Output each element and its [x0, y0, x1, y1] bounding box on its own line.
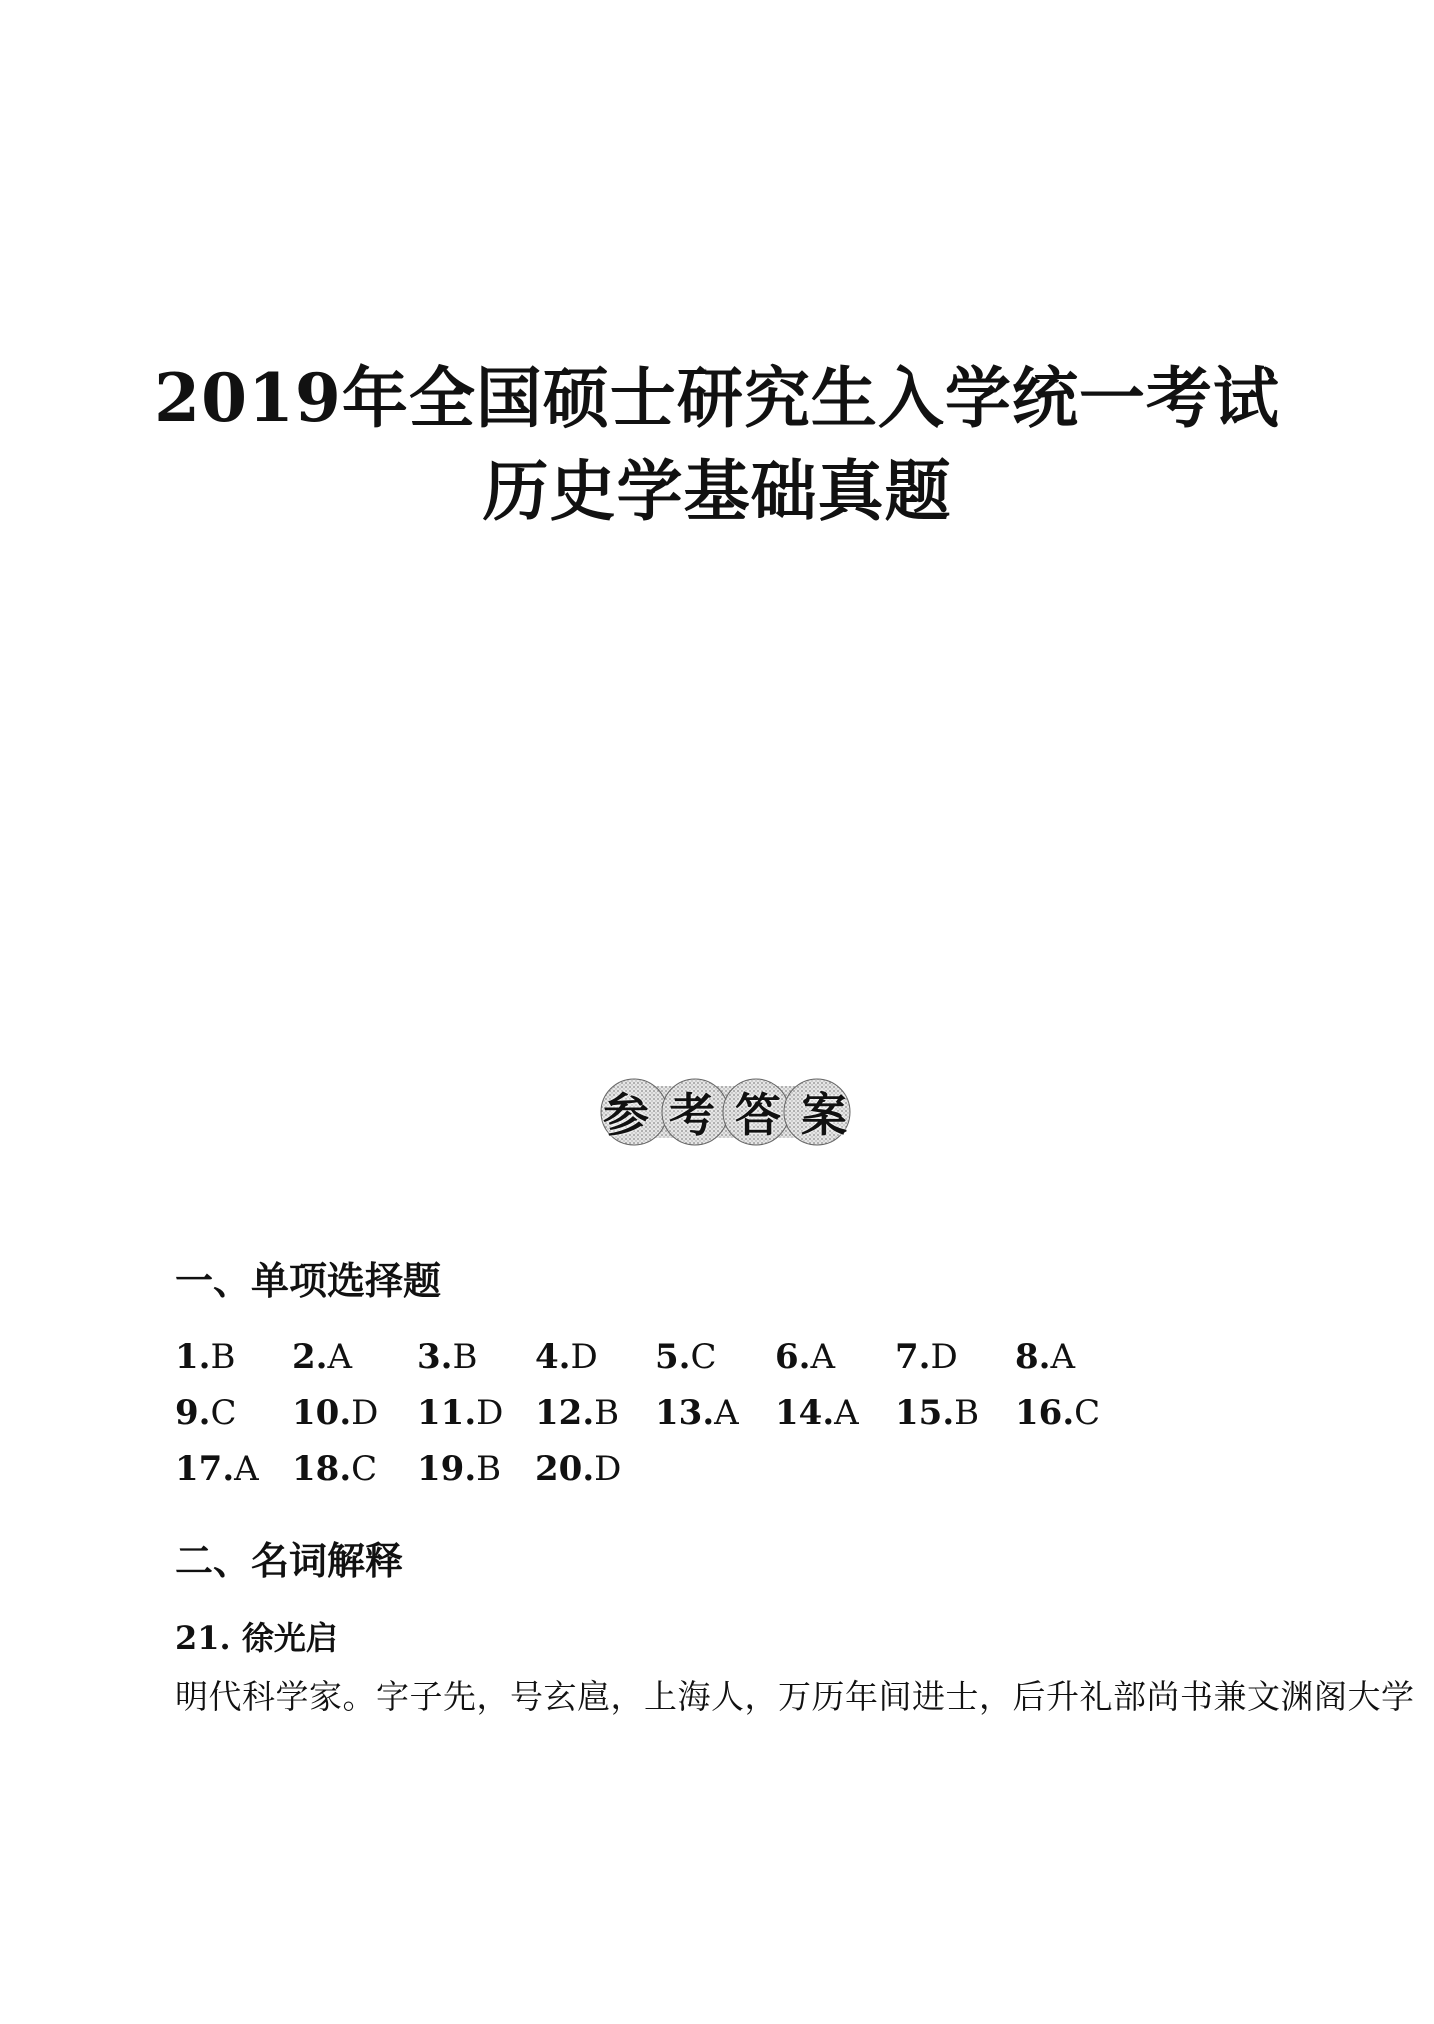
mcq-item	[655, 1337, 717, 1377]
mcq-answer: D	[594, 1449, 622, 1489]
mcq-item	[417, 1393, 504, 1433]
mcq-answer: A	[1050, 1337, 1076, 1377]
mcq-item	[1015, 1393, 1101, 1433]
mcq-number: 5.	[655, 1337, 691, 1377]
section-heading-terms: 二、名词解释	[175, 1538, 404, 1583]
mcq-number: 18.	[292, 1449, 352, 1489]
mcq-answer: B	[594, 1393, 620, 1433]
banner-char: 参	[603, 1088, 649, 1142]
mcq-answer: D	[476, 1393, 504, 1433]
mcq-answer: B	[476, 1449, 502, 1489]
mcq-answer: C	[690, 1337, 717, 1377]
mcq-answer: B	[954, 1393, 980, 1433]
mcq-row	[175, 1393, 1175, 1452]
mcq-answer: A	[234, 1449, 259, 1489]
mcq-item	[775, 1393, 859, 1433]
mcq-number: 11.	[417, 1393, 477, 1433]
mcq-answer: A	[810, 1337, 836, 1377]
mcq-item	[417, 1337, 478, 1377]
mcq-number: 20.	[535, 1449, 595, 1489]
mcq-number: 15.	[895, 1393, 955, 1433]
banner-char: 答	[735, 1088, 781, 1142]
mcq-answer: A	[327, 1337, 353, 1377]
mcq-item	[292, 1449, 378, 1489]
mcq-answer-grid	[175, 1337, 1175, 1508]
mcq-item	[292, 1337, 353, 1377]
mcq-number: 7.	[895, 1337, 931, 1377]
section-heading-mcq: 一、单项选择题	[175, 1258, 442, 1303]
mcq-number: 10.	[292, 1393, 352, 1433]
mcq-number: 4.	[535, 1337, 571, 1377]
mcq-item	[175, 1393, 237, 1433]
mcq-number: 9.	[175, 1393, 211, 1433]
mcq-answer: C	[1074, 1393, 1101, 1433]
mcq-answer: D	[351, 1393, 379, 1433]
mcq-number: 16.	[1015, 1393, 1075, 1433]
mcq-number: 17.	[175, 1449, 235, 1489]
mcq-number: 3.	[417, 1337, 453, 1377]
mcq-answer: D	[570, 1337, 598, 1377]
mcq-number: 1.	[175, 1337, 211, 1377]
banner-char: 案	[801, 1088, 847, 1142]
mcq-row	[175, 1337, 1175, 1396]
title-line-2: 历史学基础真题	[482, 452, 952, 530]
mcq-item	[1015, 1337, 1076, 1377]
mcq-number: 13.	[655, 1393, 715, 1433]
mcq-answer: B	[452, 1337, 478, 1377]
term-21-heading: 21. 徐光启	[175, 1619, 338, 1657]
mcq-number: 19.	[417, 1449, 477, 1489]
mcq-item	[417, 1449, 502, 1489]
mcq-answer: C	[210, 1393, 237, 1433]
mcq-answer: A	[834, 1393, 859, 1433]
mcq-number: 2.	[292, 1337, 328, 1377]
mcq-row	[175, 1449, 1175, 1508]
mcq-item	[775, 1337, 836, 1377]
mcq-number: 14.	[775, 1393, 835, 1433]
banner-char: 考	[669, 1088, 715, 1142]
mcq-answer: C	[351, 1449, 378, 1489]
title-line-1: 2019年全国硕士研究生入学统一考试	[154, 359, 1280, 437]
mcq-item	[655, 1393, 739, 1433]
mcq-item	[535, 1337, 598, 1377]
mcq-number: 6.	[775, 1337, 811, 1377]
mcq-item	[175, 1337, 236, 1377]
mcq-item	[292, 1393, 379, 1433]
mcq-answer: A	[714, 1393, 739, 1433]
mcq-item	[535, 1449, 622, 1489]
mcq-answer: B	[210, 1337, 236, 1377]
mcq-item	[895, 1337, 958, 1377]
mcq-item	[895, 1393, 980, 1433]
term-21-body: 明代科学家。字子先，号玄扈，上海人，万历年间进士，后升礼部尚书兼文渊阁大学	[175, 1677, 1415, 1716]
mcq-answer: D	[930, 1337, 958, 1377]
mcq-number: 12.	[535, 1393, 595, 1433]
mcq-item	[535, 1393, 620, 1433]
answer-key-banner	[585, 1062, 865, 1162]
mcq-number: 8.	[1015, 1337, 1051, 1377]
mcq-item	[175, 1449, 259, 1489]
